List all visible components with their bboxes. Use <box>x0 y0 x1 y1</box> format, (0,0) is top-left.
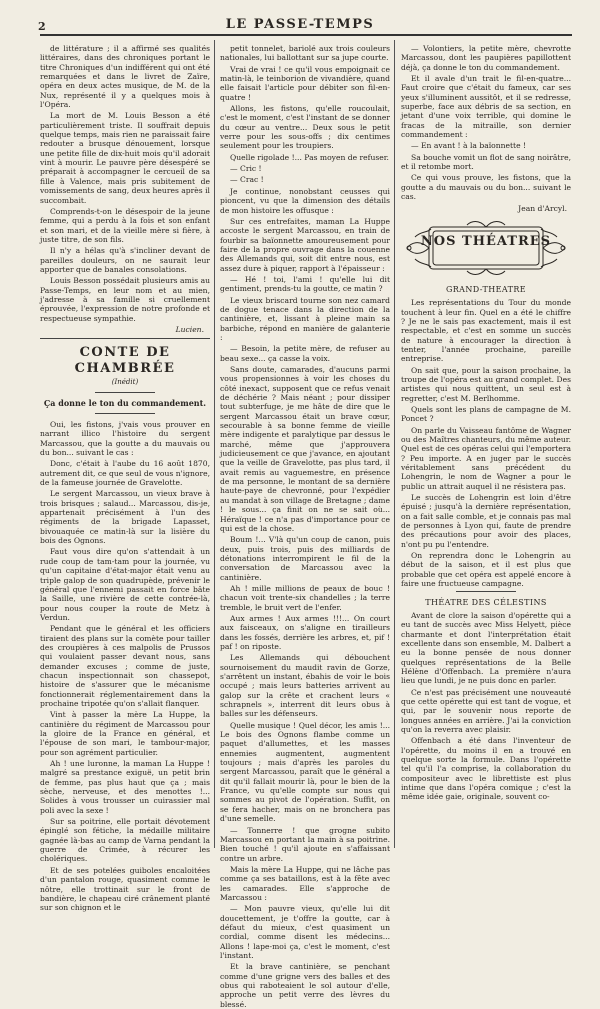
paragraph: Sa bouche vomit un flot de sang noirâtre, et il retombe mort. <box>401 152 571 172</box>
paragraph: Comprends-t-on le désespoir de la jeune femme, qui a perdu à la fois et son enfant et son mari, et de la vieille mère si fière, à juste titre, de son fils. <box>40 206 210 244</box>
divider <box>95 413 155 414</box>
paragraph: Ah ! mille millions de peaux de bouc ! chacun voit trente-six chandelles ; la terre tremble, le bruit vert de l'enfer. <box>220 583 390 612</box>
paragraph: Et il avale d'un trait le fil-en-quatre... Faut croire que c'était du fameux, car ses yeux s'illuminent aussitôt, et il se redresse, superbe, face aux débris de sa section, en jetant d'une voix terrible, qui domine le fracas de la mitraille, son dernier commandement : <box>401 74 571 140</box>
paragraph: Mais la mère La Huppe, qui ne lâche pas comme ça ses bataillons, est à la fête avec les camarades. Elle s'approche de Marcassou : <box>220 864 390 902</box>
paragraph: Et de ses potelées guiboles encaloitées d'un pantalon rouge, quasiment comme le nôtre, elle trottinait sur le front de bandière, le chapeau ciré crânement planté sur son chignon et le <box>40 865 210 913</box>
paragraph: — Besoin, la petite mère, de refuser au beau sexe... ça casse la voix. <box>220 344 390 363</box>
paragraph: Quels sont les plans de campagne de M. Poncet ? <box>401 404 571 424</box>
paragraph: — En avant ! à la baïonnette ! <box>411 141 527 151</box>
paragraph: Ce qui vous prouve, les fistons, que la goutte a du mauvais ou du bon... suivant le cas. <box>401 173 571 202</box>
paragraph: Pendant que le général et les officiers tiraient des plans sur la comète pour tailler des croupières à ces malpolis de Prussos qui voulaient passer devant nous, sans demander excuses ; comme de juste, chacun inspectionnait son chassepot, histoire de s'assurer que le mécanisme fonctionnerait réglementairement dans la prochaine tripotée qu'on s'allait flanquer. <box>40 624 210 708</box>
paragraph: On parle du Vaisseau fantôme de Wagner ou des Maîtres chanteurs, du même auteur. Quel est de ces opéras celui qui l'emportera ? Peu importe. A en juger par le succès véritablement sans précédent du Lohengrin, le nom de Wagner a pour le public un attrait auquel il ne résistera pas. <box>401 425 572 491</box>
story-note: (Inédit) <box>111 378 139 387</box>
paragraph: Avant de clore la saison d'opérette qui a eu tant de succès avec Miss Helyett, pièce charmante et dont l'interprétation était excellente dans son ensemble, M. Dalbert a eu la bonne pensée de nous donner quelques représentations de la Belle Hélène d'Offenbach. La première n'aura lieu que lundi, je ne puis donc en parler. <box>401 610 571 686</box>
divider <box>95 392 155 393</box>
story-subtitle: Ça donne le ton du commandement. <box>43 397 207 408</box>
column-separator <box>214 40 215 848</box>
paragraph: Le vieux briscard tourne son nez camard de dogue tenace dans la direction de la cantinière, et, lissant à pleine main sa barbiche, répond en manière de galanterie : <box>220 295 390 342</box>
paragraph: On reprendra donc le Lohengrin au début de la saison, et il est plus que probable que cet opéra est appelé encore à faire une fructueuse campagne. <box>401 551 571 589</box>
paragraph: Quelle rigolade !... Pas moyen de refuser. <box>230 152 389 162</box>
paragraph: Oui, les fistons, j'vais vous prouver en narrant illico l'histoire du sergent Marcassou, que la goutte a du mauvais ou du bon... suivant le cas : <box>40 420 210 458</box>
story-title: CONTE DE CHAMBRÉE <box>74 345 176 377</box>
paragraph: — Tonnerre ! que grogne subito Marcassou en portant la main à sa poitrine. Bien touché ! qu'il ajoute en s'affaissant contre un arbre. <box>220 825 390 863</box>
paragraph: Quelle musique ! Quel décor, les amis !... Le bois des Ognons flambe comme un paquet d'allumettes, et les masses ennemies augmentent, augmentent toujours ; mais d'après les paroles du sergent Marcassou, paraît que le général a dit qu'il fallait mourir là, pour le bien de la France, vu qu'elle compte sur nous qui sommes au pivot de l'opération. Suffit, on se fera hacher, mais on ne bronchera pas d'une semelle. <box>220 720 390 824</box>
divider <box>40 338 210 339</box>
page-header <box>0 0 600 36</box>
paragraph: — Volontiers, la petite mère, chevrotte Marcassou, dont les paupières papillottent déjà, ça donne le ton du commandement. <box>401 44 571 72</box>
masthead-title: LE PASSE-TEMPS <box>225 17 375 32</box>
paragraph: Les Allemands qui débouchent sournoisement du maudit ravin de Gorze, s'arrêtent un instant, ébahis de voir le bois occupé ; mais leurs batteries arrivent au galop sur la crête et crachent leurs « schrapnels », interrent dit leurs obus à balles sur les défenseurs. <box>220 653 390 719</box>
paragraph: Sur ces entrefaites, maman La Huppe accoste le sergent Marcassou, en train de fourbir sa baïonnette amoureusement pour faire de la propre ouvrage dans la couenne des Allemands qui, soit dit entre nous, est assez dure à piquer, rapport à l'épaisseur : <box>220 216 390 273</box>
paragraph: — Mon pauvre vieux, qu'elle lui dit doucettement, je t'offre la goutte, car à défaut du mieux, c'est quasiment un cordial, comme disent les médecins... Allons ! lape-moi ça, c'est le moment, c'est l'instant. <box>220 904 390 960</box>
story-signature: Jean d'Arcyl. <box>518 203 567 213</box>
paragraph: petit tonnelet, bariolé aux trois couleurs nationales, lui ballottant sur sa jupe courte. <box>220 44 390 63</box>
paragraph: Vrai de vrai ! ce qu'il vous empoignait ce matin-là, le teinborion de vivandière, quand elle faisait l'article pour débiter son fil-en-quatre ! <box>220 64 390 102</box>
page-number: 2 <box>38 20 46 33</box>
divider <box>456 591 516 592</box>
paragraph: Ah ! une luronne, la maman La Huppe ! malgré sa prestance exiguë, un petit brin de femme, pas plus haut que ça ; mais sèche, nerveuse, et des menottes !... Solides à vous trousser un cuirassier mal poli avec la sexe ! <box>40 759 210 815</box>
paragraph: Sans doute, camarades, d'aucuns parmi vous propensionnes à voir les choses du côté inexact, supposent que ce refus venait de déchérie ? Mais néant ; pour dissiper tout subterfuge, je me hâte de dire que le sergent Marcassou était un brave cœur, secourable à sa bonne femme de vieille mère indigente et paralytique par dessus le marché, même que j'approuvera judicieusement ce que j'avance, en ajoutant que la veille de Gravelotte, pas plus tard, il avait remis au vaguemestre, en présence de ma personne, le montant de sa dernière haute-paye de chevronné, pour l'expédier au mandat à son village de Bretagne ; dame ! le sous... ça finit on ne se sait où... Héraïque ! ce n'a pas d'importance pour ce qui est de la chose. <box>220 365 390 533</box>
paragraph: Allons, les fistons, qu'elle roucoulait, c'est le moment, c'est l'instant de se donner du cœur au ventre... Deux sous le petit verre pour les sous-offs ; dix centimes seulement pour les troupiers. <box>220 104 390 151</box>
paragraph: — Hé ! toi, l'ami ! qu'elle lui dit gentiment, prends-tu la goutte, ce matin ? <box>220 274 390 294</box>
paragraph: La mort de M. Louis Besson a été particulièrement triste. Il souffrait depuis quelque temps, mais rien ne paraissait faire redouter a brusque dénouement, lorsque une petite fille de dix-huit mois qu'il adorait vint à mourir. Le pauvre père désespéré se préparait à accompagner le cercueil de sa fille à Valence, mais pris subitement de vomissements de sang, deux heures après il succombait. <box>40 111 210 205</box>
section-title: THÉATRE DES CÉLESTINS <box>425 597 547 607</box>
paragraph: — Cric ! <box>230 164 262 174</box>
paragraph: Le sergent Marcassou, un vieux brave à trois brisques ; salaud... Marcassou, dis-je, appartenait précisément à l'un des régiments de la brigade Lapasset, bivouaquée ce matin-là sur la lisière du bois des Ognons. <box>40 489 210 546</box>
paragraph: Faut vous dire qu'on s'attendait à un rude coup de tam-tam pour la journée, vu qu'un capitaine d'état-major était venu au triple galop de son quadrupède, prévenir le général que l'ennemi passait en force bâte la Saille, une rivière de cette contrée-là, pour nous couper la route de Metz à Verdun. <box>40 547 210 622</box>
paragraph: Sur sa poitrine, elle portait dévotement épinglé son fétiche, la médaille militaire gagnée là-bas au camp de Varna pendant la guerre de Crimée, à récurer les cholériques. <box>40 817 210 864</box>
paragraph: de littérature ; il a affirmé ses qualités littéraires, dans des chroniques portant le titre Chroniques d'un indifférent qui ont été remarquées et dans le livret de Zaïre, opéra en deux actes musique, de M. de la Nux, représenté il y a quelques mois à l'Opéra. <box>40 44 210 110</box>
paragraph: Boum !... V'là qu'un coup de canon, puis deux, puis trois, puis des milliards de détonations interrompirent le fil de la conversation de Marcassou avec la cantinière. <box>220 535 390 582</box>
paragraph: On sait que, pour la saison prochaine, la troupe de l'opéra est au grand complet. Des artistes qui nous quittent, un seul est à regretter, c'est M. Berlhomme. <box>401 365 571 403</box>
column-separator <box>394 40 395 848</box>
column-1 <box>40 44 210 913</box>
paragraph: Le succès de Lohengrin est loin d'être épuisé ; jusqu'à la dernière représentation, on a fait salle comble, et je connais pas mal de personnes à Lyon qui, faute de prendre des précautions pour avoir des places, n'ont pu pu l'entendre. <box>401 493 571 549</box>
section-title: GRAND-THEATRE <box>445 284 527 294</box>
paragraph: Donc, c'était à l'aube du 16 août 1870, autrement dit, ce que seul de vous n'ignore, de la fameuse journée de Gravelotte. <box>40 459 210 488</box>
paragraph: Aux armes ! Aux armes !!!... On court aux faisceaux, on s'aligne en tirailleurs dans les fossés, derrière les arbres, et, pif ! paf ! on riposte. <box>220 613 390 651</box>
paragraph: Louis Besson possédait plusieurs amis au Passe-Temps, en leur nom et au mien, j'adresse à sa famille si cruellement éprouvée, l'expression de notre profonde et respectueuse sympathie. <box>40 276 210 323</box>
article-signature: Lucien. <box>175 324 204 334</box>
paragraph: Je continue, nonobstant ceusses qui pioncent, vu que la dimension des détails de mon histoire les offusque : <box>220 186 390 215</box>
paragraph: — Crac ! <box>230 175 264 185</box>
paragraph: Les représentations du Tour du monde touchent à leur fin. Quel en a été le chiffre ? Je ne le sais pas exactement, mais il est respectable, et c'est en somme un succès de nature à encourager la direction à tenter, l'année prochaine, pareille entreprise. <box>401 298 571 364</box>
paragraph: Et la brave cantinière, se penchant comme d'une grigne vers des balles et des obus qui raboteaient le sol autour d'elle, approche un petit verre des lèvres du blessé. <box>220 962 390 1009</box>
column-2 <box>220 44 390 1009</box>
paragraph: Ce n'est pas précisément une nouveauté que cette opérette qui est tant de vogue, et qui, par le souvenir nous reporte de longues années en arrière. J'ai la conviction qu'on la reverra avec plaisir. <box>401 687 571 734</box>
theatre-banner <box>401 217 571 279</box>
paragraph: Offenbach a été dans l'inventeur de l'opérette, du moins il en a trouvé en quelque sorte la formule. Dans l'opérette tel qu'il l'a comprise, la collaboration du compositeur avec le librettiste est plus intime que dans l'opéra comique ; c'est la même idée gaie, originale, souvent co- <box>401 736 571 802</box>
column-3 <box>401 44 571 844</box>
paragraph: Il n'y a hélas qu'à s'incliner devant de pareilles douleurs, on ne saurait leur apporter que de banales consolations. <box>40 246 210 274</box>
header-rule <box>40 34 572 36</box>
paragraph: Vint à passer la mère La Huppe, la cantinière du régiment de Marcassou pour la gloire de la France en général, et l'épouse de son mari, le tambour-major, pour son agrément particulier. <box>40 710 210 757</box>
banner-title: NOS THÉATRES <box>420 233 552 249</box>
